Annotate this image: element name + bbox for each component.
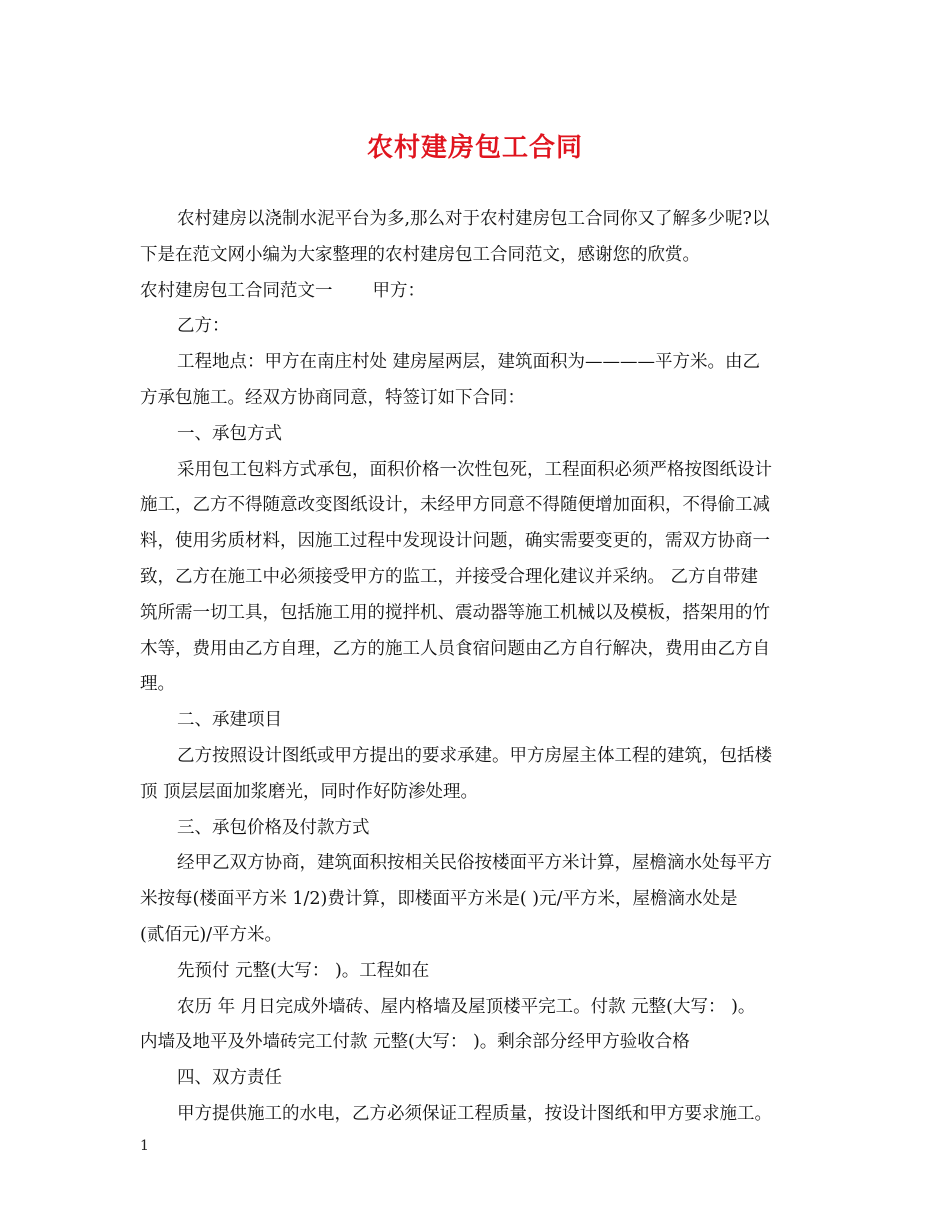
section-paragraph-line: 筑所需一切工具，包括施工用的搅拌机、震动器等施工机械以及模板，搭架用的竹	[140, 602, 770, 623]
section-paragraph-line: 顶 顶层层面加浆磨光，同时作好防渗处理。	[140, 781, 479, 802]
section-paragraph-line: 甲方提供施工的水电，乙方必须保证工程质量，按设计图纸和甲方要求施工。	[177, 1103, 772, 1124]
section-heading: 二、承建项目	[177, 710, 282, 731]
party-b-label: 乙方：	[177, 316, 230, 337]
intro-paragraph-line: 农村建房以浇制水泥平台为多,那么对于农村建房包工合同你又了解多少呢?以	[177, 209, 770, 229]
intro-paragraph-line: 下是在范文网小编为大家整理的农村建房包工合同范文，感谢您的欣赏。	[140, 244, 700, 265]
section-paragraph-line: 料，使用劣质材料，因施工过程中发现设计问题，确实需要变更的，需双方协商一	[140, 531, 770, 552]
party-a-label: 甲方：	[372, 280, 425, 301]
section-paragraph-line: 采用包工包料方式承包，面积价格一次性包死，工程面积必须严格按图纸设计	[177, 459, 772, 480]
section-paragraph-line: 施工，乙方不得随意改变图纸设计，未经甲方同意不得随便增加面积，不得偷工减	[140, 495, 770, 516]
section-paragraph-line: 乙方按照设计图纸或甲方提出的要求承建。甲方房屋主体工程的建筑，包括楼	[177, 745, 772, 766]
section-paragraph-line: (贰佰元)/平方米。	[140, 924, 283, 945]
section-heading: 一、承包方式	[177, 423, 282, 444]
project-paragraph-line: 方承包施工。经双方协商同意，特签订如下合同：	[140, 387, 525, 408]
sample-label: 农村建房包工合同范文一	[140, 280, 333, 301]
section-paragraph-line: 理。	[140, 674, 175, 695]
section-paragraph-line: 经甲乙双方协商，建筑面积按相关民俗按楼面平方米计算，屋檐滴水处每平方	[177, 853, 772, 874]
page-number: 1	[140, 1138, 149, 1154]
section-heading: 四、双方责任	[177, 1068, 282, 1089]
section-paragraph-line: 米按每(楼面平方米 1/2)费计算，即楼面平方米是( )元/平方米，屋檐滴水处是	[140, 889, 738, 910]
section-paragraph-line: 农历 年 月日完成外墙砖、屋内格墙及屋顶楼平完工。付款 元整(大写： )。	[177, 996, 756, 1017]
project-paragraph-line: 工程地点：甲方在南庄村处 建房屋两层，建筑面积为————平方米。由乙	[177, 352, 761, 373]
section-paragraph-line: 内墙及地平及外墙砖完工付款 元整(大写： )。剩余部分经甲方验收合格	[140, 1032, 690, 1053]
document-title: 农村建房包工合同	[366, 133, 583, 163]
sample-header-line	[140, 274, 816, 310]
section-paragraph-line: 先预付 元整(大写： )。工程如在	[177, 960, 430, 981]
section-paragraph-line: 木等，费用由乙方自理，乙方的施工人员食宿问题由乙方自行解决，费用由乙方自	[140, 638, 770, 659]
section-heading: 三、承包价格及付款方式	[177, 817, 370, 838]
section-paragraph-line: 致，乙方在施工中必须接受甲方的监工，并接受合理化建议并采纳。 乙方自带建	[140, 566, 759, 587]
document-body	[140, 202, 816, 1133]
